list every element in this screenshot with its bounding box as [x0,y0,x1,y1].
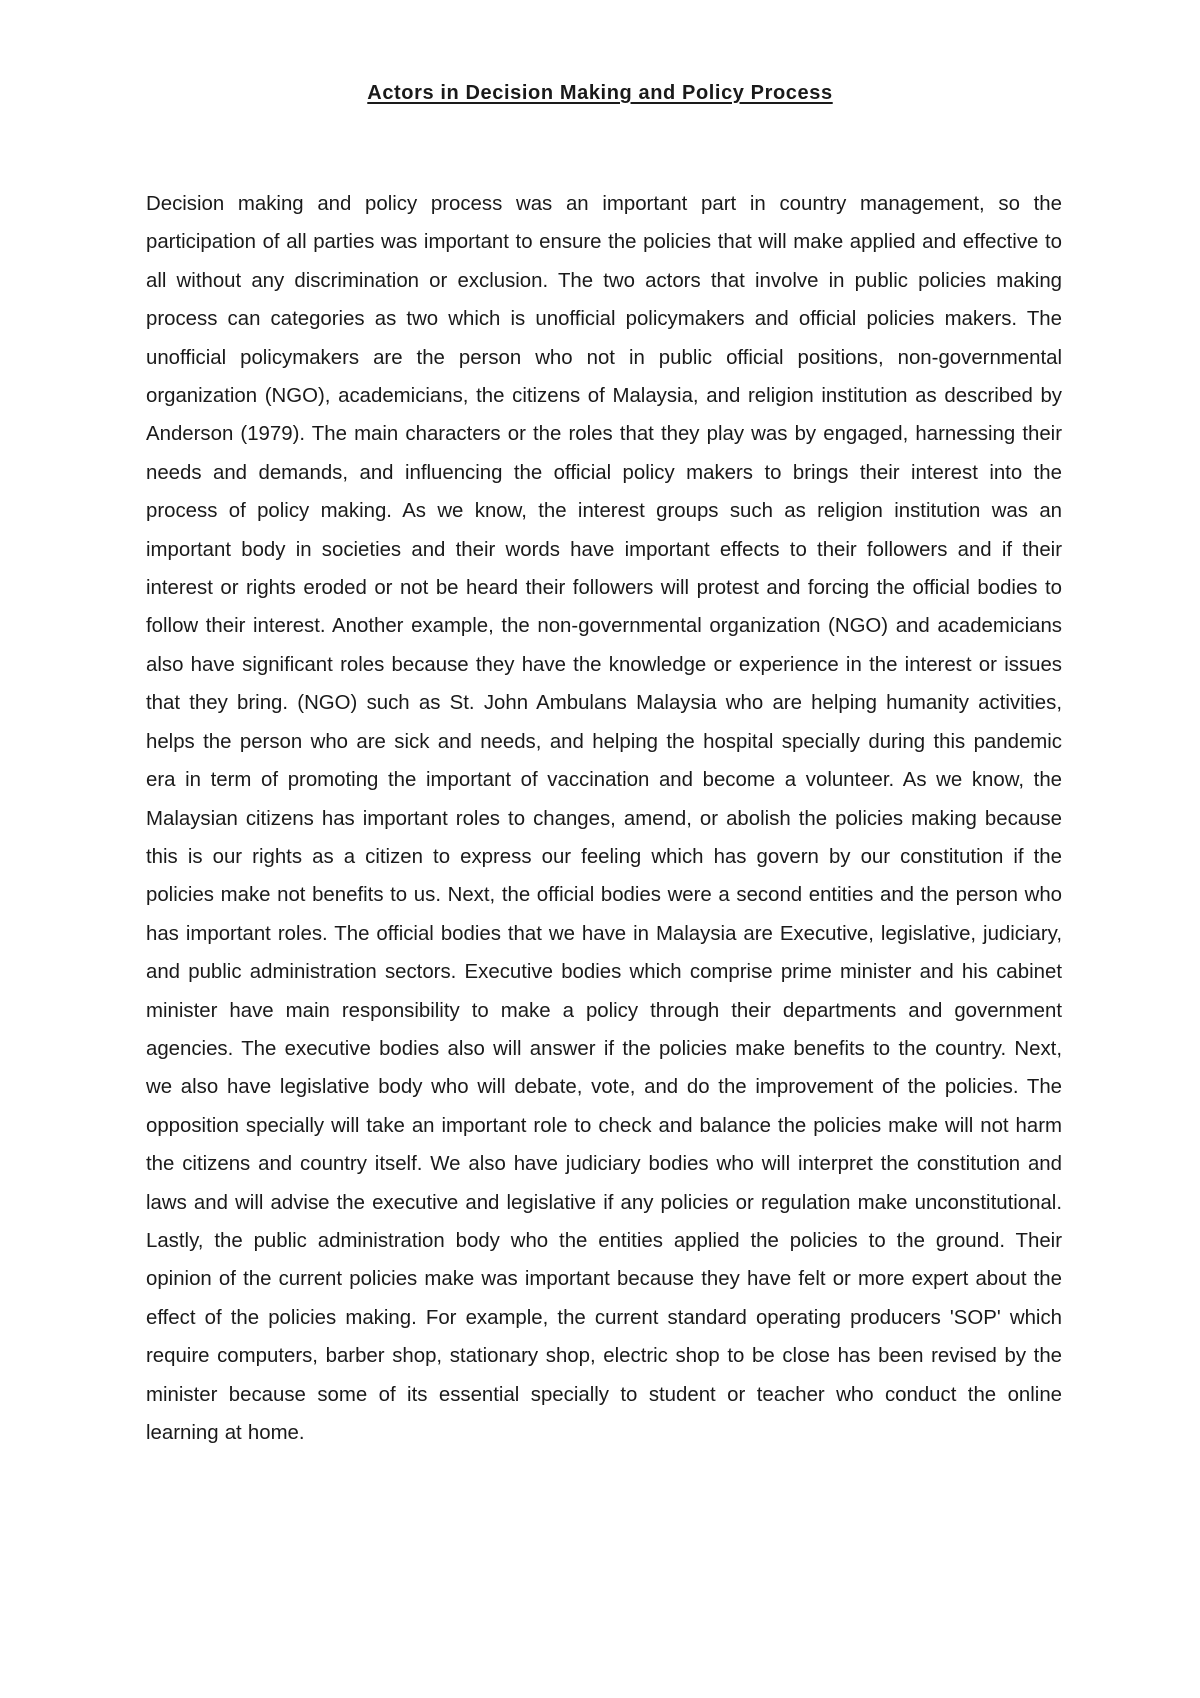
body-paragraph: Decision making and policy process was an important part in country management, so the participation of all parties was important to ensure the policies that will make applied and effective to all without any discrimination or exclusion. The two actors that involve in public policies making process can categories as two which is unofficial policymakers and official policies makers. The unofficial policymakers are the person who not in public official positions, non-governmental organization (NGO), academicians, the citizens of Malaysia, and religion institution as described by Anderson (1979). The main characters or the roles that they play was by engaged, harnessing their needs and demands, and influencing the official policy makers to brings their interest into the process of policy making. As we know, the interest groups such as religion institution was an important body in societies and their words have important effects to their followers and if their interest or rights eroded or not be heard their followers will protest and forcing the official bodies to follow their interest. Another example, the non-governmental organization (NGO) and academicians also have significant roles because they have the knowledge or experience in the interest or issues that they bring. (NGO) such as St. John Ambulans Malaysia who are helping humanity activities, helps the person who are sick and needs, and helping the hospital specially during this pandemic era in term of promoting the important of vaccination and become a volunteer. As we know, the Malaysian citizens has important roles to changes, amend, or abolish the policies making because this is our rights as a citizen to express our feeling which has govern by our constitution if the policies make not benefits to us. Next, the official bodies were a second entities and the person who has important roles. The official bodies that we have in Malaysia are Executive, legislative, judiciary, and public administration sectors. Executive bodies which comprise prime minister and his cabinet minister have main responsibility to make a policy through their departments and government agencies. The executive bodies also will answer if the policies make benefits to the country. Next, we also have legislative body who will debate, vote, and do the improvement of the policies. The opposition specially will take an important role to check and balance the policies make will not harm the citizens and country itself. We also have judiciary bodies who will interpret the constitution and laws and will advise the executive and legislative if any policies or regulation make unconstitutional. Lastly, the public administration body who the entities applied the policies to the ground. Their opinion of the current policies make was important because they have felt or more expert about the effect of the policies making. For example, the current standard operating producers 'SOP' which require computers, barber shop, stationary shop, electric shop to be close has been revised by the minister because some of its essential specially to student or teacher who conduct the online learning at home. [146,193,1062,1444]
document-title: Actors in Decision Making and Policy Process [367,82,833,104]
